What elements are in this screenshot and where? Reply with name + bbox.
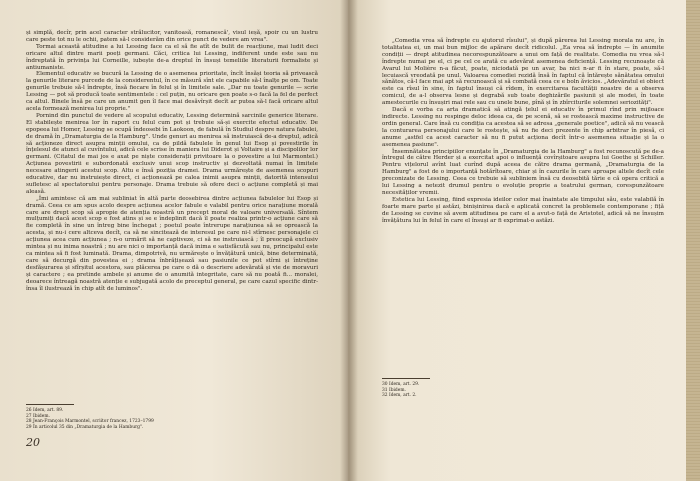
left-paragraph: și simplă, decîr, prin acel caracter strălucitor, vanitoasă, romanescă', visul ieșă, spoir cu un lustru care peste tot nu le ochii, patem să-l considerăm din orice punct de vedere am vrea". [26, 30, 318, 43]
left-paragraph: „Îmi amintesc că am mai subliniat în altă parte deosebirea dintre acțiunea fabulelor lui Esop și dramă. Ceea ce am spus acolo despre acțiunea acelor fabule e valabil pentru orice narațiune morală care are drept scop să apropie de atenția noastră un precept moral de valoare universală. Sîntem mulțumiți dacă acest scop e fost atins și se e îndeplinit dacă îl poate realiza printr-o acțiune care să fie completă în sine un întreg bine închegat ; poetul poate întrerupe narațiunea să se oprească la acesta, și nu-i cere altceva decît, ca să ne sincitează de interesul pe care ni-l stîrnesc personajele ci acțiunea acea cum acțiunea ; n-o urmărit să ne captiveze, ci să ne instruiască ; îl preocupă exclusiv mintea și nu inima noastră ; nu are nici o importanță dacă inima e satisfăcută sau nu, principalul este ca mintea să fi fost luminată. Drama, dimpotrivă, nu urmărește o învățătură unică, bine determinată, care să decurgă din povestea ei ; drama înbrățișează sau pasiunile ce pot stîrni și întreține desfășurarea și sfîrșitul acestora, sau plăcerea pe care o dă o descriere adevărată și vie de moravuri și caractere ; ea pretinde ambele și anume de o anumită integritate, care să nu poată fi... moralei, deoarece întreagă noastră atenție e subjugată acolo de preceptul general, pe care cazul specific dintr-însa îl ilustrează în chip atît de luminos". [26, 195, 318, 292]
left-paragraph: Elementul educativ se bucură la Lessing de o asemenea prioritate, încît însăși teoria să privească la genurile literare purcede de la considerentul, în ce măsură sînt ele capabile să-l înalțe pe om. Toate genurile trebuie să-l îndrepte, însă fiecare în felul și în limitele sale. „Dar nu toate genurile — scrie Lessing — pot să producă toate sentimentele : cel puțin, nu oricare gen poate s-o facă la fel de perfect ca altul. Binele însă pe care un anumit gen îl face mai desăvîrșit decît ar putea să-l facă oricare altul acela formează menirea lui proprie." [26, 71, 318, 112]
footnote: 31 Ibidem. [382, 387, 406, 393]
book-gutter [340, 0, 358, 481]
footnote: 27 Ibidem. [26, 413, 50, 419]
right-page-body [382, 38, 664, 224]
footnote: 30 Idem, art. 29. [382, 382, 420, 387]
footnote: 32 Idem, art. 2. [382, 393, 417, 399]
page-edge-stack [686, 0, 700, 481]
footnote-rule [382, 378, 430, 379]
right-paragraph: „Comedia vrea să îndrepte cu ajutorul rîsului", și după părerea lui Lessing morala nu are, în totalitatea ei, un mai bun mijloc de apărare decît ridicolul. „Ea vrea să îndrepte — în anumite condiții — drept atitudinea necorespunzătoare a unui om față de realitate. Comedia nu vrea să-l îndrepte numai pe el, ci pe cel ce arată cu adevărat asemenea deficiență. Lessing recunoaște că Avarul lui Molière n-a făcut, poate, niciodată pe un avar, ba nici n-ar fi în stare, poate, să-l lecuiască vreodată pe unul. Valoarea comediei rezidă însă în faptul că întărește sănătatea omului sănătos, că-l face mai apt să recunoască și să combată ceea ce e boln ăvicios. „Adevăratul ei obiect este ca rîsul în sine, în faptul însuși că rîdem, în exercitarea facultății noastre de a observa comicul, de a-l observa lesne și degrabă sub toate deghizările pasiunii și ale modei, în toate amestecurile cu însușiri mai rele sau cu unele bune, pînă și în zbîrciturile solemnei seriozități". [382, 38, 664, 107]
right-paragraph: Însemnătatea principiilor enunțate în „Dramaturgia de la Hamburg" a fost recunoscută pe de-a întregul de către Herder și a exercitat apoi o influență covîrșitoare asupra lui Goethe și Schiller. Pentru vițelorul avînt luat curînd după aceea de către drama germană, „Dramaturgia de la Hamburg" a fost de o importanță hotărîtoare, chiar și în cazurile în care aproape altele decît cele preconizate de Lessing. Ceea ce trebuie să subliniem însă cu deosebită tărie e că opera critică a lui Lessing a netezit drumul pentru o evoluție proprie a teatrului german, corespunzătoare necesităților vremii. [382, 148, 664, 196]
left-page-body [26, 30, 318, 292]
right-footnotes [382, 382, 419, 399]
left-paragraph: Pornind din punctul de vedere al scopului educativ, Lessing determină sarcinile generice literare. El stabilește menirea lor în raport cu felul cum pot și trebuie să-și exercite efectul educativ. De epopeea lui Homer, Lessing se ocupă îndeosebi în Laokoon, de fabulă în Studiul despre natura fabulei, de dramă în „Dramaturgia de la Hamburg". Unde genuri au menirea să instruiască de-a dreptul, adică să acționeze direct asupra minții omului, ca de pildă fabulele în genul lui Esop și povestirile în înțelesul de atunci al cuvîntului, adică cele scrise în maniera lui Diderot și Voltaire și a discipolilor lor germani. (Citatul de mai jos e axat pe niște considerații privitoare la o povestire a lui Marmontel.) Acțiunea povestirii e subordonată exclusiv unui scop instructiv și dezvoltată numai în limitele necesare atingerii acestui scop. Altu e însă poziția dramei. Drama urmărește de asemenea scopuri educative, dar nu instruiește direct, ci acționează pe calea inimii asupra minții, datorită intensului sufletesc al spectatorului pentru personaje. Drama trebuie să ofere deci o acțiune completă și mai aleasă. [26, 112, 318, 195]
footnote: 29 În articolul 35 din „Dramaturgia de la Hamburg". [26, 424, 144, 430]
left-footnotes [26, 408, 154, 430]
footnote: 28 Jean-François Marmontel, scriitor francez, 1723–1799 [26, 419, 154, 425]
left-page [0, 0, 348, 481]
right-page [348, 0, 700, 481]
right-paragraph: Dacă e vorba ca arta dramatică să atingă țelul ei educativ în primul rînd prin mijloace indirecte. Lessing nu respinge deloc ideea ca, de pe scenă, să se rostească maxime instructive de ordin general. Care însă cu condiția ca acestea să se adresa „generale poetice", adică să nu vească la conturarea personajului care le rostește, să nu fie deci prezente în chip arbitrar în piesă, ci anume „astfel ca acest caracter să nu fi putut acționa decît într-o asemenea situație și la o asemenea pasiune". [382, 107, 664, 148]
footnote-rule [26, 404, 74, 405]
page-number: 20 [26, 436, 40, 449]
footnote: 26 Idem, art. 89. [26, 408, 64, 413]
right-paragraph: Estetica lui Lessing, fiind expresia ideilor celor mai înaintate ale timpului său, este valabilă în foarte mare parte și astăzi, binișinirea dacă e aplicată concret la problemele contemporane ; fiță de Lessing se cuvine să avem atitudinea pe care el a avut-o față de Aristotel, adică să ne însușim învățătura lui în felul în care el însuși ar fi exprimat-o astăzi. [382, 196, 664, 224]
left-paragraph: Tormai această atitudine a lui Lessing face ca el să fie atît de bulit de reacțiune, mai ludit deci oricare altul dintre marii poeți germani. Căci, critica lui Lessing, indiferent unde este sau nu îndreptată în privința lui Corneille, iubește de-a dreptul în însuși temeliile literaturii formaliste și antiumaniste. [26, 43, 318, 71]
